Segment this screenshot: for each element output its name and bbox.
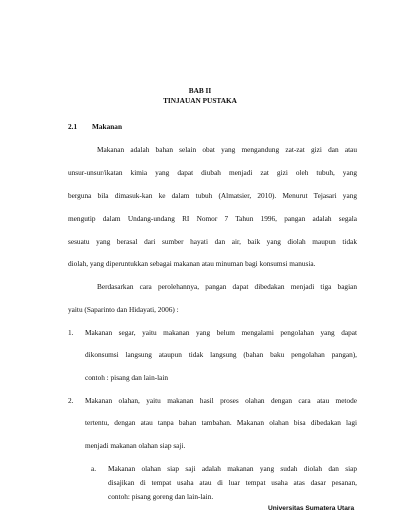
footer-institution: Universitas Sumatera Utara xyxy=(268,505,355,512)
sublist-item-line: disajikan di tempat usaha atau di luar tempat usaha atas dasar pesanan, xyxy=(108,478,357,487)
paragraph-1-line: mengutip dalam Undang-undang RI Nomor 7 Tahun 1996, pangan adalah segala xyxy=(68,214,357,223)
list-item-line: Makanan segar, yaitu makanan yang belum mengalami pengolahan yang dapat xyxy=(85,328,357,337)
sublist-item-line: contoh: pisang goreng dan lain-lain. xyxy=(108,492,214,501)
paragraph-1-line: sesuatu yang berasal dari sumber hayati dan air, baik yang diolah maupun tidak xyxy=(68,237,357,246)
paragraph-1-line: unsur-unsur/ikatan kimia yang dapat diubah menjadi zat gizi oleh tubuh, yang xyxy=(68,168,357,177)
paragraph-1-line: berguna bila dimasuk-kan ke dalam tubuh (Almatsier, 2010). Menurut Tejasari yang xyxy=(68,191,357,200)
paragraph-2-line: Berdasarkan cara perolehannya, pangan dapat dibedakan menjadi tiga bagian xyxy=(97,282,357,291)
paragraph-1-line: diolah, yang diperuntukkan sebagai makanan atau minuman bagi konsumsi manusia. xyxy=(68,259,316,268)
list-item-line: menjadi makanan olahan siap saji. xyxy=(85,441,186,450)
list-marker: 2. xyxy=(68,396,74,405)
list-item-line: Makanan olahan, yaitu makanan hasil proses olahan dengan cara atau metode xyxy=(85,396,357,405)
list-marker: 1. xyxy=(68,328,74,337)
list-item-line: contoh : pisang dan lain-lain xyxy=(85,373,169,382)
sublist-item-line: Makanan olahan siap saji adalah makanan yang sudah diolah dan siap xyxy=(108,464,357,473)
list-item-line: dikonsumsi langsung ataupun tidak langsung (bahan baku pengolahan pangan), xyxy=(85,350,357,359)
sublist-marker: a. xyxy=(91,464,97,473)
chapter-number: BAB II xyxy=(188,86,212,95)
chapter-title: TINJAUAN PUSTAKA xyxy=(163,96,237,105)
section-title: Makanan xyxy=(92,122,123,131)
paragraph-2-line: yaitu (Saparinto dan Hidayati, 2006) : xyxy=(68,305,179,314)
list-item-line: tertentu, dengan atau tanpa bahan tambahan. Makanan olahan bisa dibedakan lagi xyxy=(85,418,357,427)
paragraph-1-line: Makanan adalah bahan selain obat yang mengandung zat-zat gizi dan atau xyxy=(97,145,357,154)
section-number: 2.1 xyxy=(68,122,78,131)
